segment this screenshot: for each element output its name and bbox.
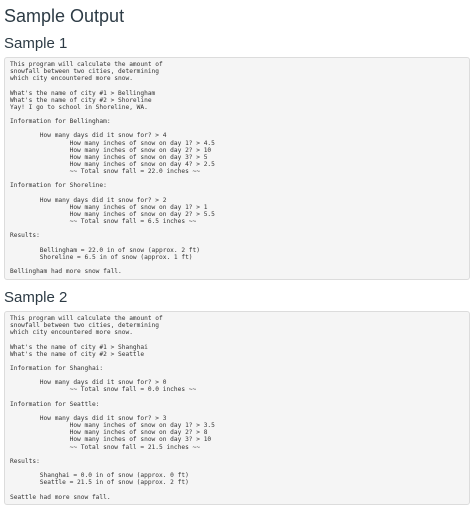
output-line: Seattle had more snow fall. [10,493,111,501]
output-line [10,486,464,493]
output-line [10,175,464,182]
output-line [10,261,464,268]
output-line: How many inches of snow on day 3? > 5 [10,153,208,161]
output-line: Information for Bellingham: [10,118,111,126]
output-line: How many inches of snow on day 1? > 1 [10,203,208,211]
output-line: Results: [10,232,40,240]
output-line: ~~ Total snow fall = 6.5 inches ~~ [10,218,197,226]
output-line [10,225,464,232]
output-line [10,111,464,118]
output-line: What's the name of city #1 > Shanghai [10,343,148,351]
sample-1-output-block [4,57,470,280]
output-line: How many days did it snow for? > 4 [10,132,167,140]
output-line: How many days did it snow for? > 3 [10,414,167,422]
output-line [10,451,464,458]
sample-1-heading: Sample 1 [4,35,68,52]
output-line [10,190,464,197]
output-line [10,372,464,379]
output-line: which city encountered more snow. [10,75,133,83]
output-line [10,336,464,343]
output-line: ~~ Total snow fall = 22.0 inches ~~ [10,168,200,176]
output-line: Yay! I go to school in Shoreline, WA. [10,103,148,111]
output-line: snowfall between two cities, determining [10,68,160,76]
output-line: Results: [10,457,40,465]
output-line: Information for Seattle: [10,400,100,408]
output-line: Shoreline = 6.5 in of snow (approx. 1 ft) [10,253,193,261]
output-line [10,408,464,415]
output-line: Bellingham = 22.0 in of snow (approx. 2 ft) [10,246,200,254]
output-line: Bellingham had more snow fall. [10,268,122,276]
output-line [10,465,464,472]
output-line [10,358,464,365]
output-line [10,240,464,247]
sample-2-output-block [4,311,470,505]
output-line: How many inches of snow on day 2? > 8 [10,429,208,437]
output-line: Information for Shanghai: [10,364,104,372]
output-line: Seattle = 21.5 in of snow (approx. 2 ft) [10,479,189,487]
output-line: snowfall between two cities, determining [10,322,160,330]
output-line [10,394,464,401]
sample-2-heading: Sample 2 [4,289,68,306]
output-line [10,82,464,89]
output-line: How many days did it snow for? > 2 [10,196,167,204]
output-line: What's the name of city #2 > Shoreline [10,96,152,104]
output-line: What's the name of city #1 > Bellingham [10,89,156,97]
output-line: This program will calculate the amount of [10,61,163,68]
page-title: Sample Output [4,6,125,26]
output-line: Information for Shoreline: [10,182,107,190]
output-line: How many inches of snow on day 1? > 4.5 [10,139,215,147]
output-line [10,125,464,132]
output-line: What's the name of city #2 > Seattle [10,350,145,358]
output-line: How many inches of snow on day 2? > 5.5 [10,210,215,218]
output-line: How many inches of snow on day 1? > 3.5 [10,422,215,430]
output-line: This program will calculate the amount of [10,315,163,322]
output-line: How many inches of snow on day 2? > 10 [10,146,212,154]
output-line: ~~ Total snow fall = 21.5 inches ~~ [10,443,200,451]
output-line: Shanghai = 0.0 in of snow (approx. 0 ft) [10,472,189,480]
output-line: ~~ Total snow fall = 0.0 inches ~~ [10,386,197,394]
output-line: which city encountered more snow. [10,329,133,337]
output-line: How many inches of snow on day 4? > 2.5 [10,160,215,168]
output-line: How many days did it snow for? > 0 [10,379,167,387]
output-line: How many inches of snow on day 3? > 10 [10,436,212,444]
